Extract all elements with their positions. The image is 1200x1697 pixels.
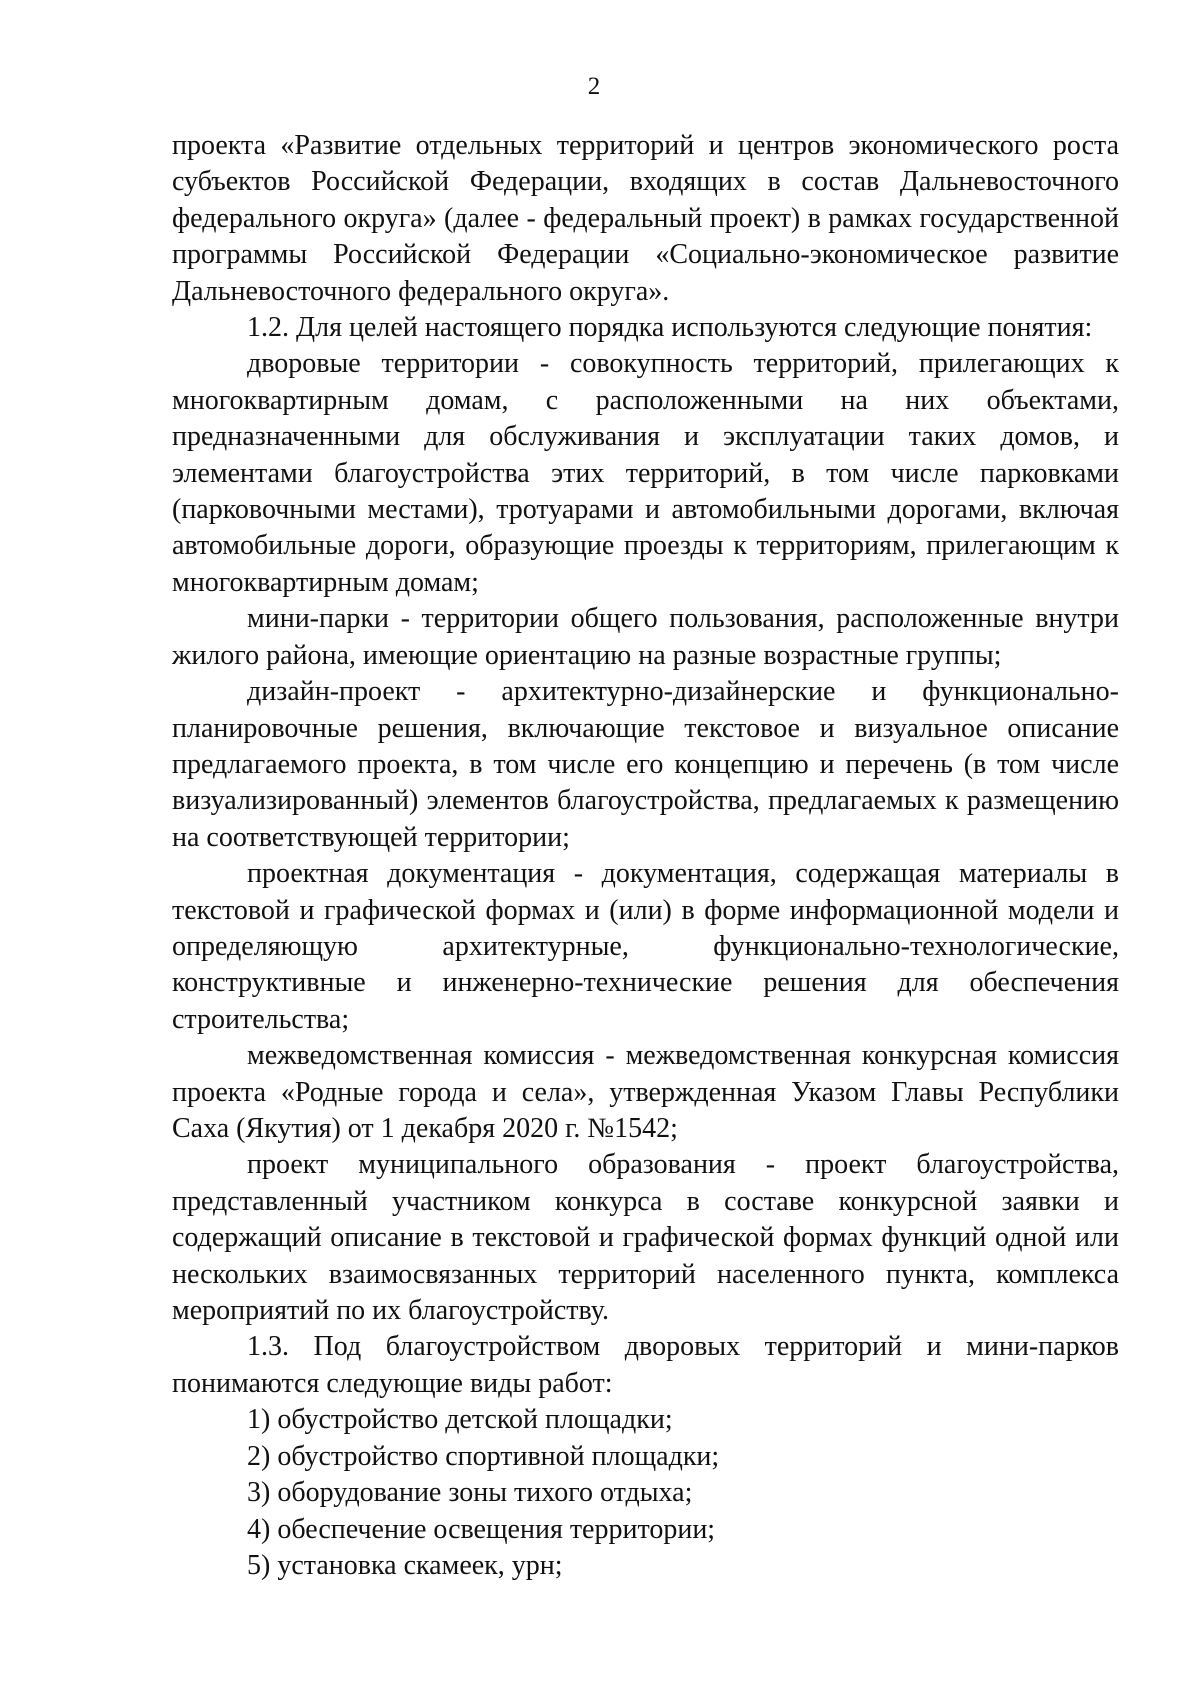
list-item: 1) обустройство детской площадки; bbox=[247, 1404, 673, 1436]
paragraph-municipal-project: проект муниципального образования - проект благоустройства, представленный участником конкурса в составе конкурсной заявки и содержащий описание в текстовой и графической формах функций одной или нескольких взаимосвязанных территорий населенного пункта, комплекса мероприятий по их благоустройству. bbox=[172, 1149, 1119, 1326]
paragraph-mini-parks: мини-парки - территории общего пользования, расположенные внутри жилого района, имеющие ориентацию на разные возрастные группы; bbox=[172, 603, 1119, 671]
page-number: 2 bbox=[587, 73, 601, 100]
list-item: 3) оборудование зоны тихого отдыха; bbox=[247, 1477, 693, 1509]
document-body bbox=[172, 128, 1119, 1585]
paragraph-design-project: дизайн-проект - архитектурно-дизайнерские и функционально-планировочные решения, включающие текстовое и визуальное описание предлагаемого проекта, в том числе его концепцию и перечень (в том числе визуализированный) элементов благоустройства, предлагаемых к размещению на соответствующей территории; bbox=[172, 676, 1119, 853]
paragraph-improvement-works: 1.3. Под благоустройством дворовых территорий и мини-парков понимаются следующие виды работ: bbox=[172, 1331, 1119, 1399]
paragraph-project-documentation: проектная документация - документация, содержащая материалы в текстовой и графической формах и (или) в форме информационной модели и определяющую архитектурные, функционально-технологические, конструктивные и инженерно-технические решения для обеспечения строительства; bbox=[172, 858, 1119, 1035]
list-item: 4) обеспечение освещения территории; bbox=[247, 1513, 716, 1545]
list-item: 5) установка скамеек, урн; bbox=[247, 1550, 563, 1582]
paragraph-courtyard-territories: дворовые территории - совокупность территорий, прилегающих к многоквартирным домам, с расположенными на них объектами, предназначенными для обслуживания и эксплуатации таких домов, и элементами благоустройства этих территорий, в том числе парковками (парковочными местами), тротуарами и автомобильными дорогами, включая автомобильные дороги, образующие проезды к территориям, прилегающим к многоквартирным домам; bbox=[172, 348, 1119, 598]
paragraph-definitions-intro: 1.2. Для целей настоящего порядка используются следующие понятия: bbox=[247, 312, 1093, 344]
paragraph-interdepartmental-commission: межведомственная комиссия - межведомственная конкурсная комиссия проекта «Родные города и села», утвержденная Указом Главы Республики Саха (Якутия) от 1 декабря 2020 г. №1542; bbox=[172, 1040, 1119, 1144]
list-item: 2) обустройство спортивной площадки; bbox=[247, 1440, 720, 1472]
paragraph-project-continuation: проекта «Развитие отдельных территорий и центров экономического роста субъектов Российской Федерации, входящих в состав Дальневосточного федерального округа» (далее - федеральный проект) в рамках государственной программы Российской Федерации «Социально-экономическое развитие Дальневосточного федерального округа». bbox=[172, 130, 1119, 307]
